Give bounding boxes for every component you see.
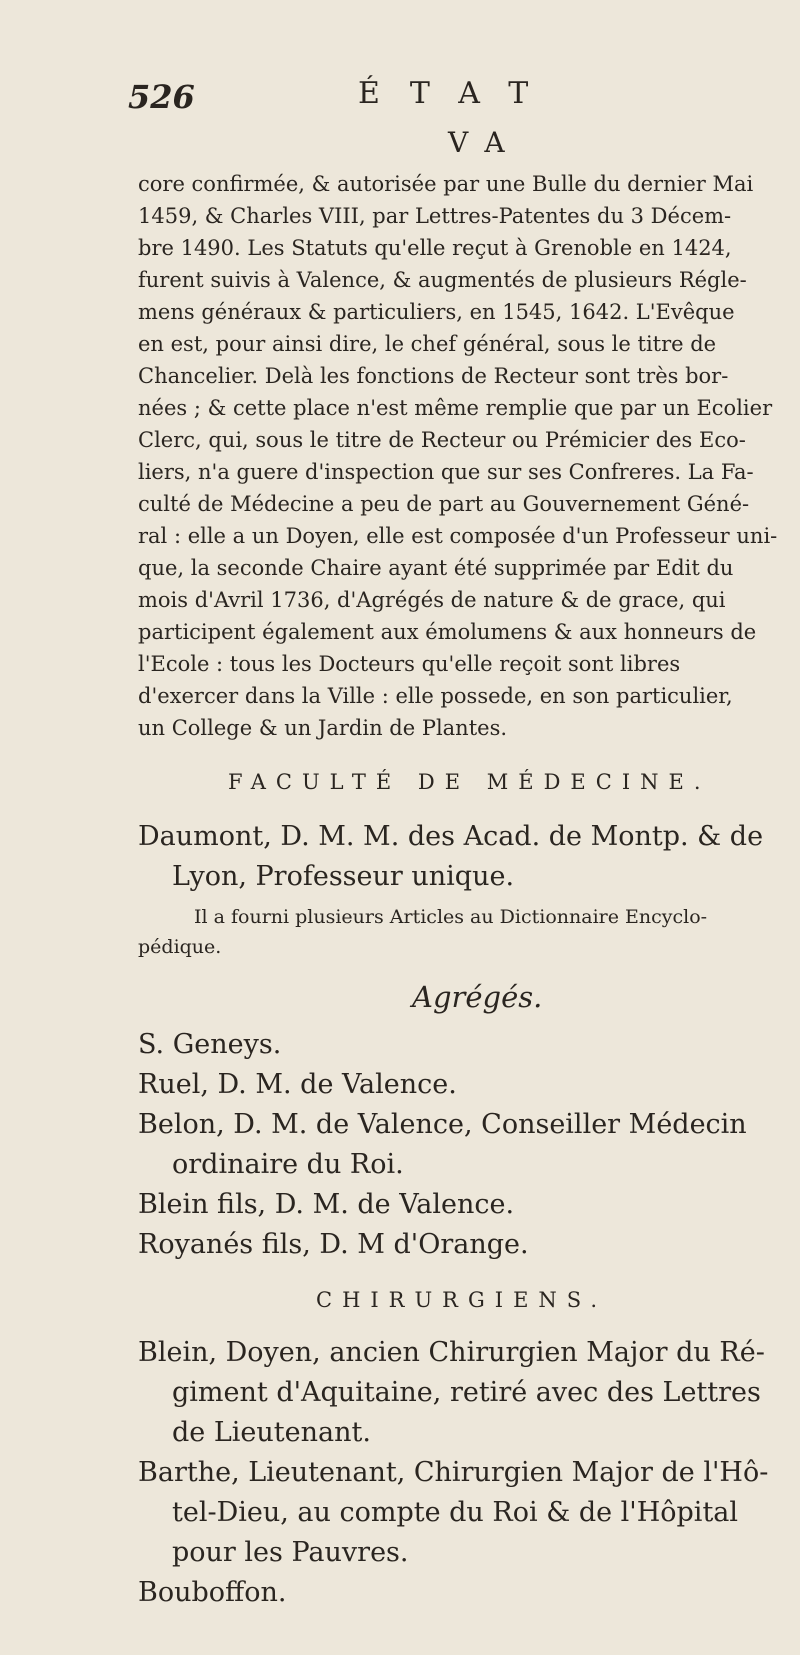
catchword: VA — [448, 126, 523, 159]
body-line: participent également aux émolumens & aux honneurs de — [138, 620, 757, 644]
faculty-note: Il a fourni plusieurs Articles au Dictionnaire Encyclo- — [194, 906, 708, 928]
body-line: mois d'Avril 1736, d'Agrégés de nature & de grace, qui — [138, 588, 726, 612]
faculty-entry-continued: Lyon, Professeur unique. — [172, 861, 515, 892]
body-line: l'Ecole : tous les Docteurs qu'elle reçoit sont libres — [138, 652, 681, 676]
section-heading-faculte: FACULTÉ DE MÉDECINE. — [228, 770, 711, 794]
chirurgien-entry-continued: giment d'Aquitaine, retiré avec des Lettres — [172, 1377, 761, 1408]
agrege-entry: Ruel, D. M. de Valence. — [138, 1069, 457, 1100]
body-line: 1459, & Charles VIII, par Lettres-Patentes du 3 Décem- — [138, 204, 732, 228]
section-heading-chirurgiens: CHIRURGIENS. — [316, 1288, 608, 1312]
chirurgien-entry: Barthe, Lieutenant, Chirurgien Major de l'Hô- — [138, 1457, 769, 1488]
body-line: que, la seconde Chaire ayant été supprimée par Edit du — [138, 556, 734, 580]
body-line: nées ; & cette place n'est même remplie que par un Ecolier — [138, 396, 773, 420]
agrege-entry: Royanés fils, D. M d'Orange. — [138, 1229, 529, 1260]
body-line: furent suivis à Valence, & augmentés de plusieurs Régle- — [138, 268, 747, 292]
body-line: mens généraux & particuliers, en 1545, 1642. L'Evêque — [138, 300, 735, 324]
chirurgien-entry: Blein, Doyen, ancien Chirurgien Major du Ré- — [138, 1337, 765, 1368]
body-line: bre 1490. Les Statuts qu'elle reçut à Grenoble en 1424, — [138, 236, 732, 260]
body-line: Chancelier. Delà les fonctions de Recteur sont très bor- — [138, 364, 729, 388]
body-line: Clerc, qui, sous le titre de Recteur ou Prémicier des Eco- — [138, 428, 746, 452]
body-line: core confirmée, & autorisée par une Bulle du dernier Mai — [138, 172, 754, 196]
body-line: d'exercer dans la Ville : elle possede, en son particulier, — [138, 684, 733, 708]
body-line: un College & un Jardin de Plantes. — [138, 716, 508, 740]
chirurgien-entry: Bouboffon. — [138, 1577, 287, 1608]
body-line: en est, pour ainsi dire, le chef général, sous le titre de — [138, 332, 717, 356]
running-title: ÉTAT — [358, 76, 559, 111]
agrege-entry: Belon, D. M. de Valence, Conseiller Médecin — [138, 1109, 747, 1140]
agreges-heading: Agrégés. — [412, 980, 543, 1014]
body-line: ral : elle a un Doyen, elle est composée d'un Professeur uni- — [138, 524, 778, 548]
chirurgien-entry-continued: tel-Dieu, au compte du Roi & de l'Hôpital — [172, 1497, 739, 1528]
page-number: 526 — [128, 78, 195, 116]
agrege-entry-continued: ordinaire du Roi. — [172, 1149, 404, 1180]
faculty-entry: Daumont, D. M. M. des Acad. de Montp. & de — [138, 821, 764, 852]
chirurgien-entry-continued: pour les Pauvres. — [172, 1537, 409, 1568]
faculty-note-continued: pédique. — [138, 936, 222, 958]
agrege-entry: S. Geneys. — [138, 1029, 282, 1060]
chirurgien-entry-continued: de Lieutenant. — [172, 1417, 371, 1448]
body-line: culté de Médecine a peu de part au Gouvernement Géné- — [138, 492, 750, 516]
body-line: liers, n'a guere d'inspection que sur ses Confreres. La Fa- — [138, 460, 754, 484]
agrege-entry: Blein fils, D. M. de Valence. — [138, 1189, 515, 1220]
